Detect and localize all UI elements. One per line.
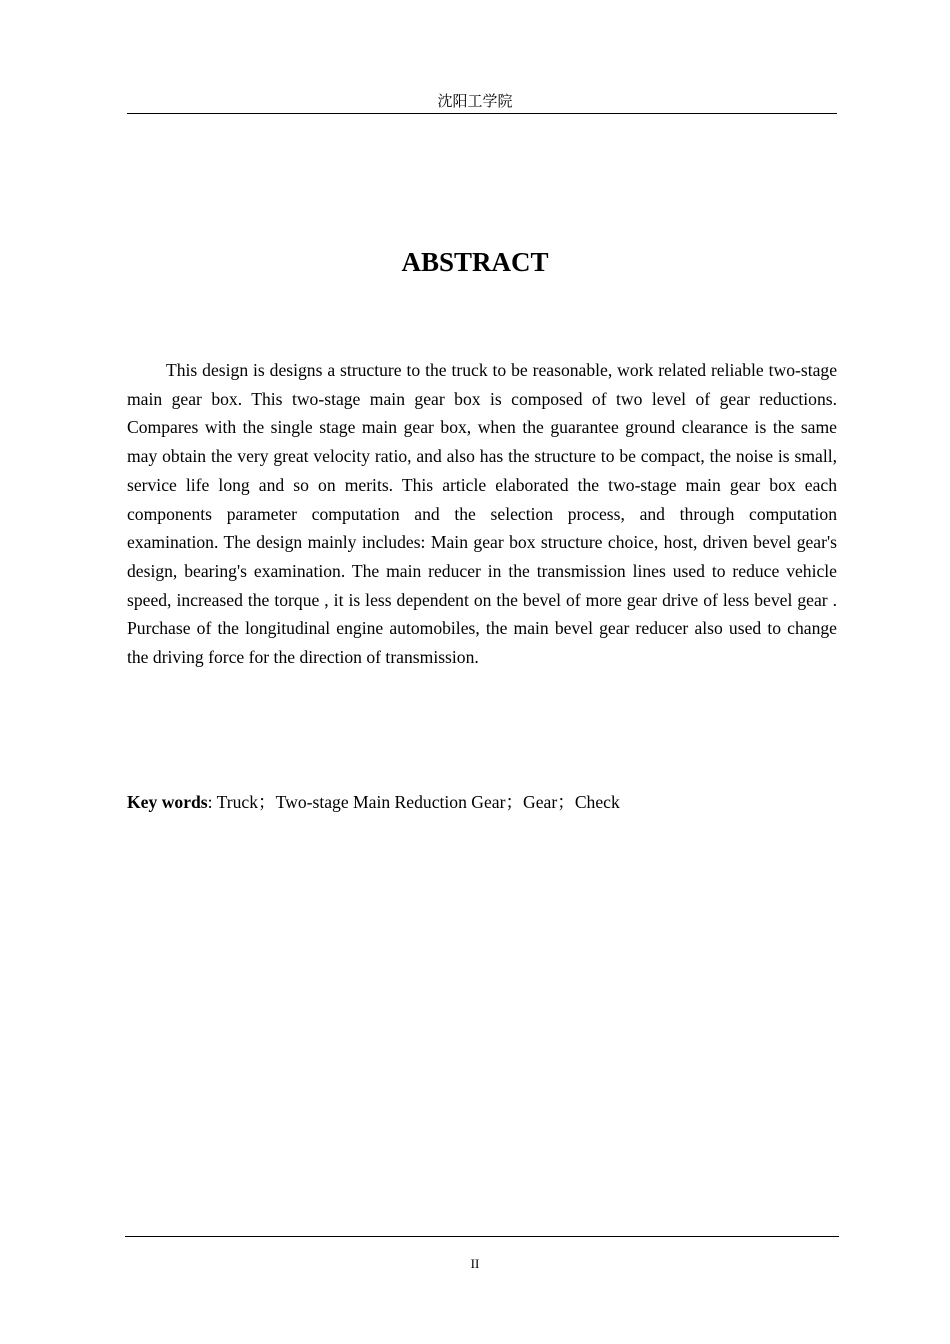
- keywords-line: [127, 788, 837, 816]
- footer-divider: [125, 1236, 839, 1237]
- page-number: II: [470, 1256, 480, 1271]
- running-header-institution: 沈阳工学院: [437, 92, 513, 110]
- keywords-label: Key words: [127, 792, 208, 812]
- abstract-title: ABSTRACT: [401, 247, 549, 277]
- abstract-body: This design is designs a structure to the truck to be reasonable, work related reliable two-stage main gear box. This two-stage main gear box is composed of two level of gear reductions. Compares with the single stage main gear box, when the guarantee ground clearance is the same may obtain the very great velocity ratio, and also has the structure to be compact, the noise is small, service life long and so on merits. This article elaborated the two-stage main gear box each components parameter computation and the selection process, and through computation examination. The design mainly includes: Main gear box structure choice, host, driven bevel gear's design, bearing's examination. The main reducer in the transmission lines used to reduce vehicle speed, increased the torque , it is less dependent on the bevel of more gear drive of less bevel gear . Purchase of the longitudinal engine automobiles, the main bevel gear reducer also used to change the driving force for the direction of transmission.: [127, 360, 837, 668]
- keywords-separator: :: [207, 792, 217, 812]
- keywords-list: Truck；Two-stage Main Reduction Gear；Gear；Check: [216, 792, 620, 812]
- header-divider: [127, 113, 837, 114]
